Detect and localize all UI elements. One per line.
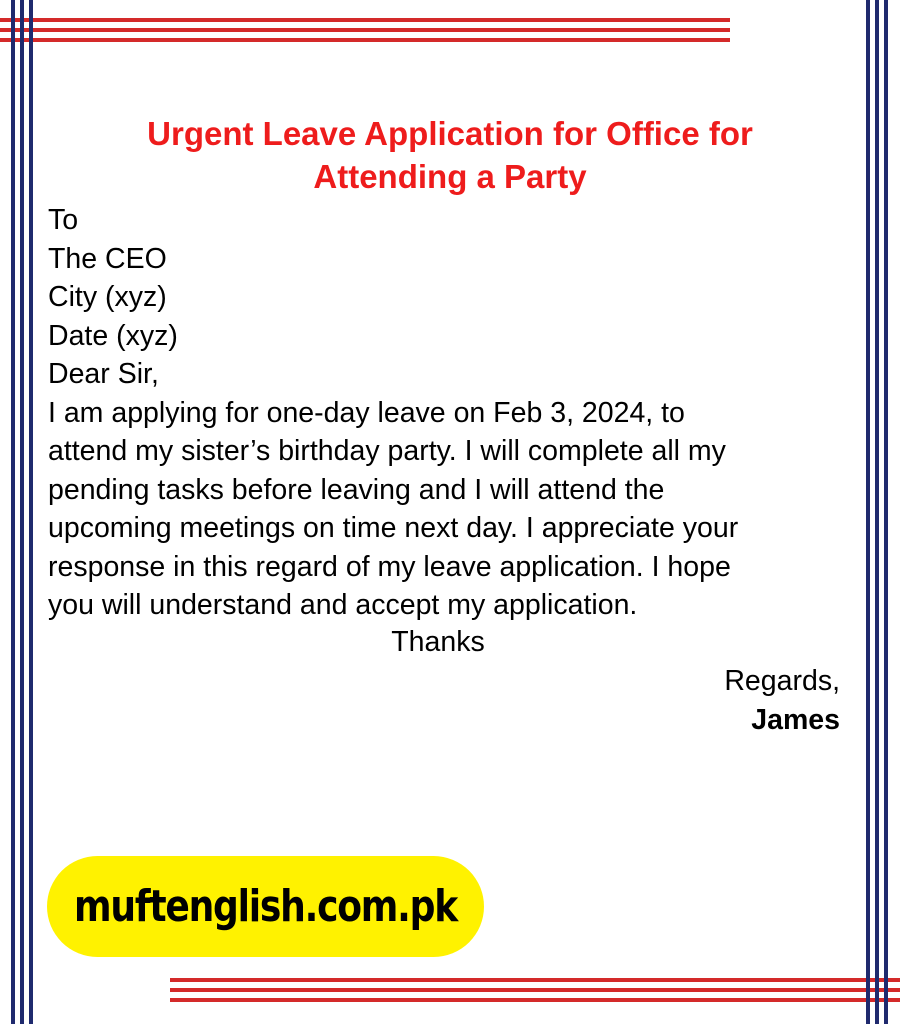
sign-off — [724, 662, 840, 739]
body-line: pending tasks before leaving and I will attend the — [48, 473, 665, 506]
letter-date: Date (xyz) — [48, 319, 178, 352]
top-red-stripes — [0, 18, 730, 42]
regards-label: Regards, — [724, 665, 840, 697]
body-line: attend my sister’s birthday party. I will complete all my — [48, 435, 726, 467]
title-line: Urgent Leave Application for Office for — [147, 115, 753, 152]
body-line: you will understand and accept my application. — [48, 589, 638, 621]
greeting: Dear Sir, — [48, 358, 159, 390]
salutation-to: To — [48, 204, 79, 236]
bottom-red-stripes — [170, 978, 900, 1002]
recipient-title: The CEO — [48, 242, 167, 275]
letter-body — [48, 201, 848, 625]
right-navy-stripes — [866, 0, 888, 1024]
recipient-city: City (xyz) — [48, 281, 167, 313]
signature-name: James — [751, 703, 840, 736]
website-url: muftenglish.com.pk — [74, 881, 457, 932]
letter-title — [60, 112, 840, 198]
title-line: Attending a Party — [313, 158, 587, 195]
left-navy-stripes — [11, 0, 33, 1024]
body-line: upcoming meetings on time next day. I appreciate your — [48, 512, 739, 544]
closing-thanks: Thanks — [391, 626, 485, 658]
body-line: response in this regard of my leave application. I hope — [48, 550, 731, 583]
website-badge — [47, 856, 484, 957]
body-line: I am applying for one-day leave on Feb 3, 2024, to — [48, 396, 685, 429]
